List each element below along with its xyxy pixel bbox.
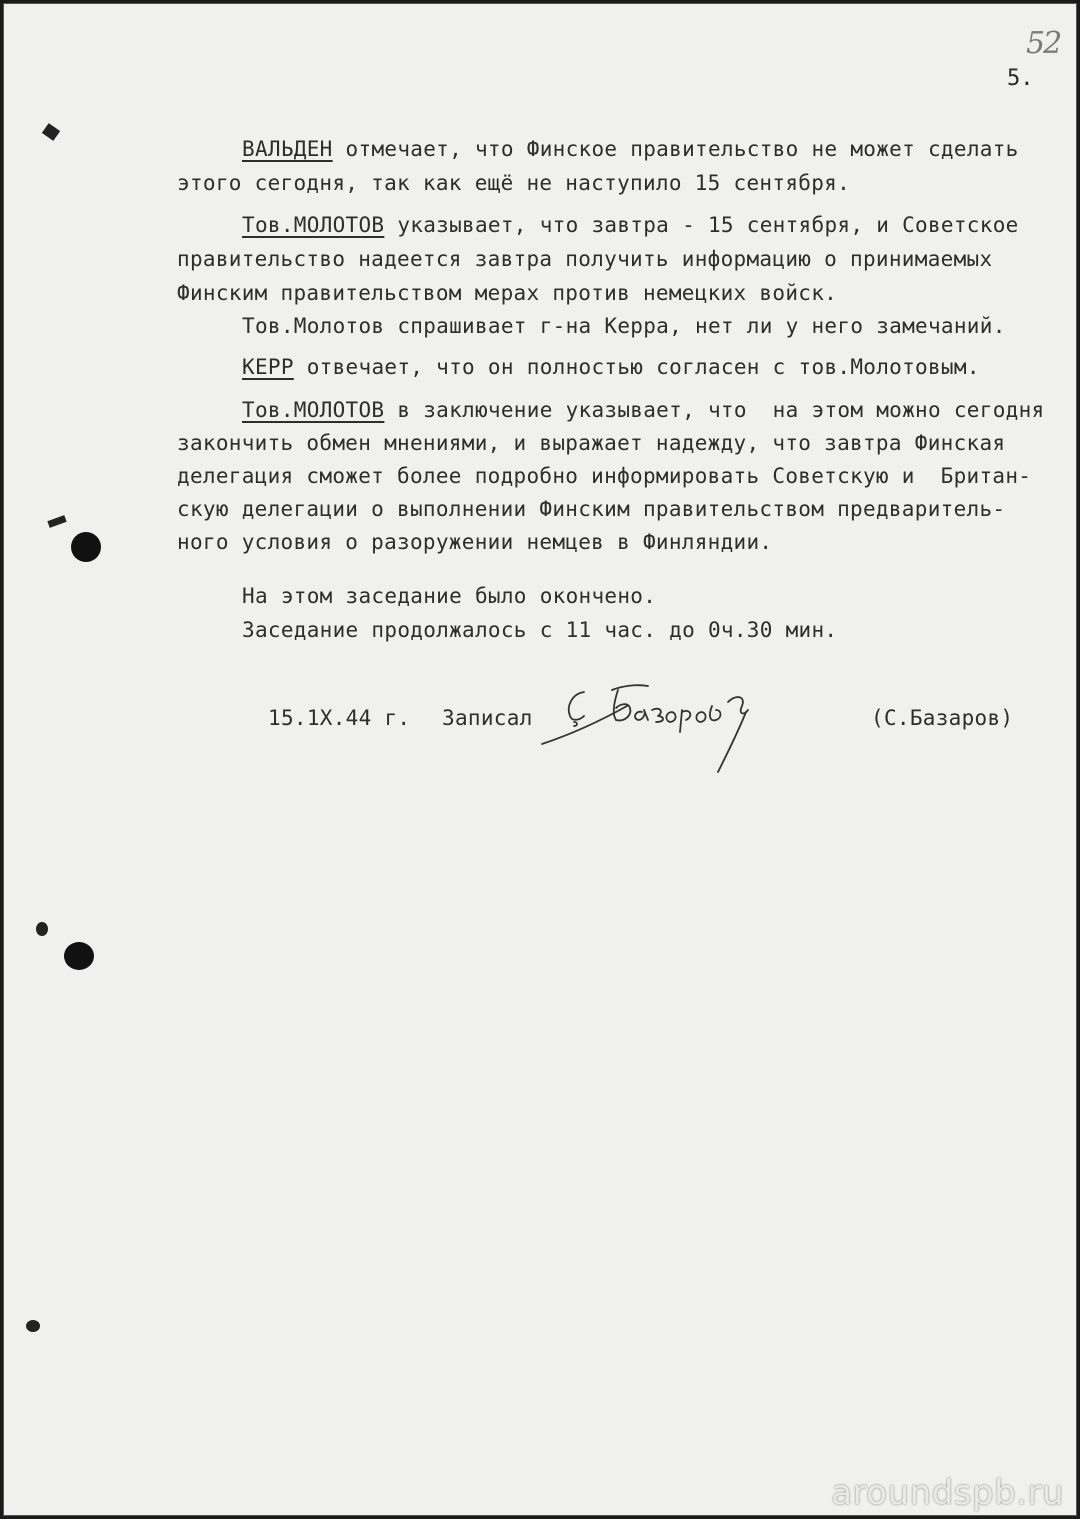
binding-mark	[26, 1320, 40, 1332]
speaker-name: Тов.МОЛОТОВ	[242, 213, 385, 237]
text-line: На этом заседание было окончено.	[242, 584, 657, 608]
document-page	[3, 3, 1077, 1516]
binding-mark	[47, 515, 66, 528]
recorded-by-label: Записал	[442, 706, 533, 730]
speaker-name: КЕРР	[242, 355, 294, 379]
page-number: 5.	[1007, 66, 1034, 91]
binding-mark	[36, 922, 48, 936]
text-line: Финским правительством мерах против немецких войск.	[177, 281, 838, 305]
signatory-name: (С.Базаров)	[871, 706, 1014, 730]
archive-number: 52	[1026, 26, 1061, 61]
speaker-name: ВАЛЬДЕН	[242, 137, 333, 161]
text-line: ВАЛЬДЕН отмечает, что Финское правительство не может сделать	[242, 137, 1019, 161]
text-line: Заседание продолжалось с 11 час. до 0ч.30 мин.	[242, 618, 838, 642]
text-line: делегация сможет более подробно информировать Советскую и Британ-	[177, 464, 1032, 488]
text-line: ного условия о разоружении немцев в Финляндии.	[177, 530, 773, 554]
text-line: закончить обмен мнениями, и выражает надежду, что завтра Финская	[177, 431, 1006, 455]
binding-mark	[42, 123, 60, 141]
watermark: aroundspb.ru	[831, 1473, 1064, 1513]
text-line: скую делегации о выполнении Финским правительством предваритель-	[177, 497, 1006, 521]
text-line: Тов.МОЛОТОВ указывает, что завтра - 15 сентября, и Советское	[242, 213, 1019, 237]
punch-hole	[71, 532, 101, 562]
speaker-name: Тов.МОЛОТОВ	[242, 398, 385, 422]
text-line: Тов.МОЛОТОВ в заключение указывает, что на этом можно сегодня	[242, 398, 1045, 422]
text-line: Тов.Молотов спрашивает г-на Керра, нет ли у него замечаний.	[242, 314, 1006, 338]
punch-hole	[64, 942, 94, 970]
text-line: КЕРР отвечает, что он полностью согласен с тов.Молотовым.	[242, 355, 980, 379]
document-date: 15.1Х.44 г.	[268, 706, 411, 730]
handwritten-signature	[532, 676, 772, 776]
text-line: правительство надеется завтра получить информацию о принимаемых	[177, 247, 993, 271]
text-line: этого сегодня, так как ещё не наступило 15 сентября.	[177, 171, 851, 195]
